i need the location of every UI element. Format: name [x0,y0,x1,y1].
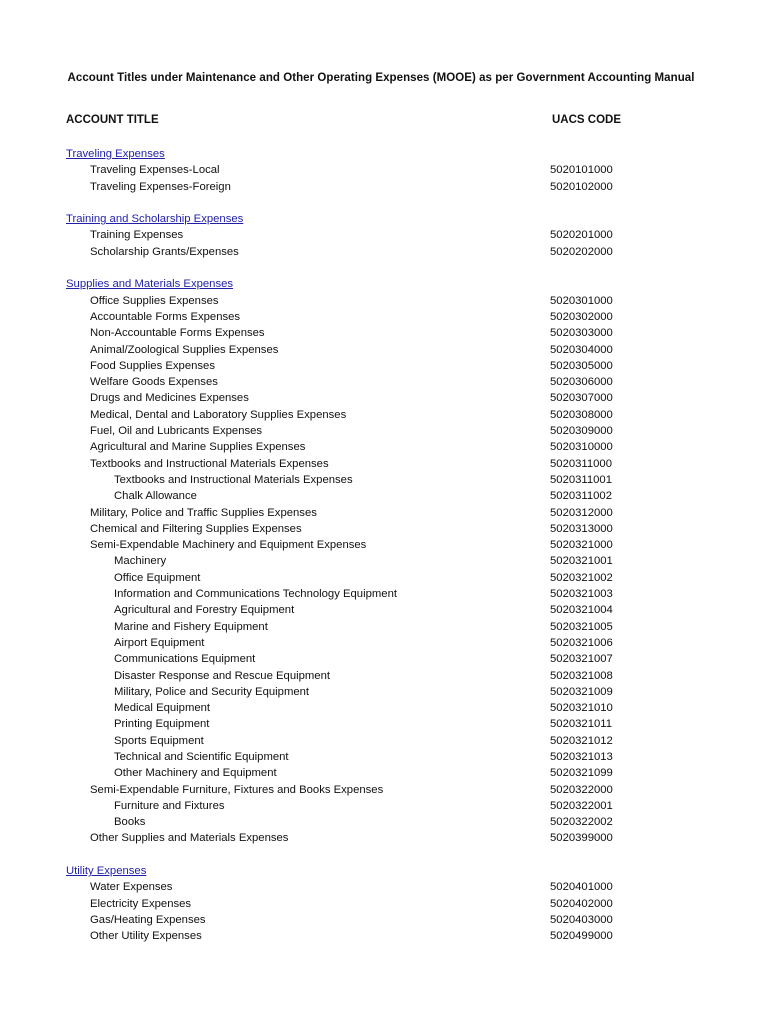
uacs-code: 5020321005 [550,620,613,633]
account-title: Accountable Forms Expenses [90,310,241,323]
uacs-code: 5020321006 [550,636,613,649]
uacs-code: 5020321011 [550,718,612,731]
account-row [0,505,768,521]
account-title: Animal/Zoological Supplies Expenses [90,343,279,356]
account-row [0,700,768,716]
section-spacer [0,195,768,211]
account-row [0,733,768,749]
uacs-code: 5020305000 [550,359,613,372]
section-spacer [0,260,768,276]
account-row [0,798,768,814]
account-title: Welfare Goods Expenses [90,376,218,389]
account-row [0,814,768,830]
account-title: Training Expenses [90,229,184,242]
account-row [0,439,768,455]
account-row [0,325,768,341]
account-row [0,749,768,765]
account-title: Food Supplies Expenses [90,359,215,372]
uacs-code: 5020311001 [550,473,612,486]
uacs-code: 5020321013 [550,750,613,763]
account-title: Electricity Expenses [90,897,192,910]
account-row [0,619,768,635]
uacs-code: 5020304000 [550,343,613,356]
account-title-header: ACCOUNT TITLE [66,114,159,126]
uacs-code: 5020321012 [550,734,613,747]
uacs-code-header: UACS CODE [552,114,622,126]
uacs-code: 5020321009 [550,685,613,698]
uacs-code: 5020321000 [550,539,613,552]
account-row [0,309,768,325]
account-title: Semi-Expendable Furniture, Fixtures and Books Expenses [90,783,384,796]
account-title: Airport Equipment [114,636,205,649]
uacs-code: 5020321010 [550,702,613,715]
account-title: Water Expenses [90,881,173,894]
account-title: Other Machinery and Equipment [114,767,277,780]
document-title: Account Titles under Maintenance and Other Operating Expenses (MOOE) as per Government Accounting Manual [67,72,695,84]
section-spacer [0,847,768,863]
account-row [0,716,768,732]
category-row [0,211,768,227]
account-title: Semi-Expendable Machinery and Equipment Expenses [90,539,367,552]
account-row [0,668,768,684]
account-title: Textbooks and Instructional Materials Expenses [114,473,353,486]
account-title: Traveling Expenses-Foreign [90,180,231,193]
account-row [0,537,768,553]
uacs-code: 5020201000 [550,229,613,242]
account-title: Office Equipment [114,571,201,584]
uacs-code: 5020306000 [550,376,613,389]
account-row [0,358,768,374]
account-row [0,782,768,798]
account-title: Agricultural and Marine Supplies Expenses [90,441,306,454]
account-title: Military, Police and Traffic Supplies Expenses [90,506,317,519]
uacs-code: 5020311000 [550,457,612,470]
account-row [0,765,768,781]
category-row [0,276,768,292]
uacs-code: 5020309000 [550,425,613,438]
account-title: Non-Accountable Forms Expenses [90,327,265,340]
uacs-code: 5020322000 [550,783,613,796]
uacs-code: 5020301000 [550,294,613,307]
account-title: Gas/Heating Expenses [90,913,206,926]
account-title: Technical and Scientific Equipment [114,750,289,763]
account-title: Marine and Fishery Equipment [114,620,268,633]
account-row [0,928,768,944]
uacs-code: 5020302000 [550,310,613,323]
uacs-code: 5020303000 [550,327,613,340]
account-title: Other Utility Expenses [90,930,202,943]
uacs-code: 5020321004 [550,604,613,617]
account-title: Medical, Dental and Laboratory Supplies Expenses [90,408,347,421]
account-row [0,635,768,651]
uacs-code: 5020321002 [550,571,613,584]
account-title: Chemical and Filtering Supplies Expenses [90,522,302,535]
account-row [0,407,768,423]
account-row [0,553,768,569]
account-row [0,244,768,260]
category-link[interactable]: Utility Expenses [66,865,147,878]
account-title: Disaster Response and Rescue Equipment [114,669,331,682]
uacs-code: 5020321008 [550,669,613,682]
account-row [0,293,768,309]
uacs-code: 5020403000 [550,913,613,926]
account-row [0,423,768,439]
uacs-code: 5020308000 [550,408,613,421]
uacs-code: 5020307000 [550,392,613,405]
account-title: Scholarship Grants/Expenses [90,245,239,258]
uacs-code: 5020202000 [550,245,613,258]
uacs-code: 5020311002 [550,490,612,503]
account-title: Furniture and Fixtures [114,799,225,812]
account-row [0,912,768,928]
account-row [0,570,768,586]
account-title: Medical Equipment [114,702,211,715]
account-row [0,651,768,667]
uacs-code: 5020322001 [550,799,613,812]
uacs-code: 5020402000 [550,897,613,910]
uacs-code: 5020310000 [550,441,613,454]
account-title: Machinery [114,555,167,568]
account-title: Military, Police and Security Equipment [114,685,310,698]
account-row [0,896,768,912]
account-row [0,879,768,895]
account-row [0,374,768,390]
account-row [0,472,768,488]
category-row [0,146,768,162]
account-row [0,488,768,504]
category-link[interactable]: Traveling Expenses [66,148,165,160]
account-row [0,227,768,243]
account-title: Drugs and Medicines Expenses [90,392,249,405]
uacs-code: 5020321003 [550,588,613,601]
uacs-code: 5020499000 [550,930,613,943]
account-row [0,390,768,406]
account-row [0,684,768,700]
account-row [0,456,768,472]
uacs-code: 5020321007 [550,653,613,666]
account-row [0,342,768,358]
uacs-code: 5020312000 [550,506,613,519]
uacs-code: 5020401000 [550,881,613,894]
account-list [0,146,768,945]
category-link[interactable]: Training and Scholarship Expenses [66,213,244,226]
uacs-code: 5020101000 [550,164,613,177]
account-title: Agricultural and Forestry Equipment [114,604,295,617]
uacs-code: 5020322002 [550,816,613,829]
account-title: Sports Equipment [114,734,204,747]
uacs-code: 5020321001 [550,555,613,568]
account-title: Communications Equipment [114,653,256,666]
uacs-code: 5020102000 [550,180,613,193]
uacs-code: 5020313000 [550,522,613,535]
account-title: Traveling Expenses-Local [90,164,220,177]
uacs-code: 5020399000 [550,832,613,845]
uacs-code: 5020321099 [550,767,613,780]
account-title: Chalk Allowance [114,490,197,503]
account-row [0,586,768,602]
account-row [0,162,768,178]
account-title: Information and Communications Technology Equipment [114,588,398,601]
account-title: Printing Equipment [114,718,210,731]
account-title: Other Supplies and Materials Expenses [90,832,289,845]
account-title: Books [114,816,146,829]
account-title: Fuel, Oil and Lubricants Expenses [90,425,263,438]
account-row [0,521,768,537]
account-row [0,602,768,618]
account-row [0,179,768,195]
account-row [0,830,768,846]
category-row [0,863,768,879]
account-title: Office Supplies Expenses [90,294,219,307]
category-link[interactable]: Supplies and Materials Expenses [66,278,234,291]
account-title: Textbooks and Instructional Materials Expenses [90,457,329,470]
